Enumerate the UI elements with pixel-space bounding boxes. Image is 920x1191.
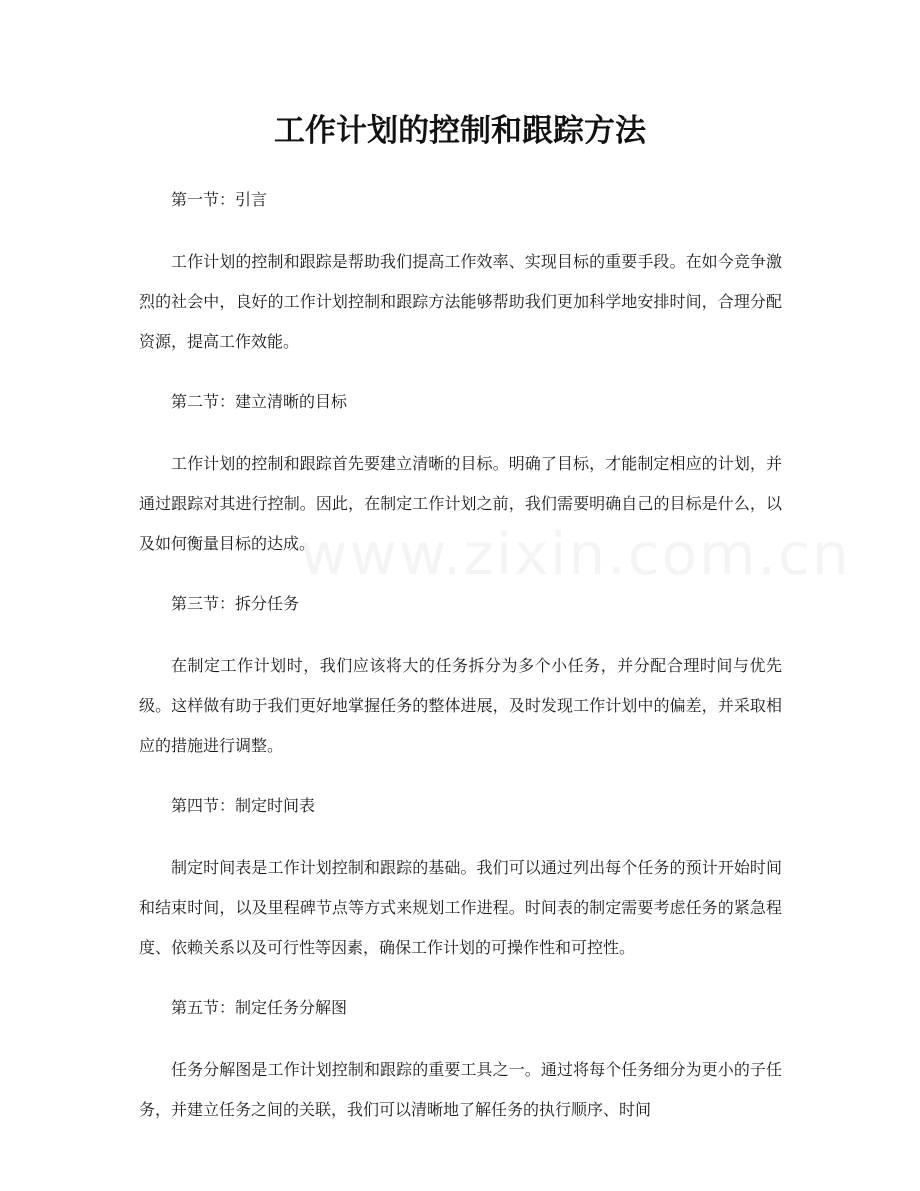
section-heading-4: 第四节：制定时间表 — [171, 796, 316, 815]
section-paragraph-3: 在制定工作计划时，我们应该将大的任务拆分为多个小任务，并分配合理时间与优先级。这样做有助于我们更好地掌握任务的整体进展，及时发现工作计划中的偏差，并采取相应的措施进行调整。 — [139, 656, 782, 755]
section-heading-1: 第一节：引言 — [171, 190, 268, 209]
section-heading-5: 第五节：制定任务分解图 — [171, 998, 348, 1017]
document-title: 工作计划的控制和跟踪方法 — [274, 113, 646, 149]
document-body — [139, 182, 782, 1152]
section-paragraph-4: 制定时间表是工作计划控制和跟踪的基础。我们可以通过列出每个任务的预计开始时间和结束时间，以及里程碑节点等方式来规划工作进程。时间表的制定需要考虑任务的紧急程度、依赖关系以及可行性等因素，确保工作计划的可操作性和可控性。 — [139, 858, 782, 957]
section-heading-2: 第二节：建立清晰的目标 — [171, 392, 348, 411]
section-paragraph-2: 工作计划的控制和跟踪首先要建立清晰的目标。明确了目标，才能制定相应的计划，并通过跟踪对其进行控制。因此，在制定工作计划之前，我们需要明确自己的目标是什么，以及如何衡量目标的达成。 — [139, 454, 782, 553]
section-heading-3: 第三节：拆分任务 — [171, 594, 300, 613]
section-paragraph-1: 工作计划的控制和跟踪是帮助我们提高工作效率、实现目标的重要手段。在如今竞争激烈的社会中，良好的工作计划控制和跟踪方法能够帮助我们更加科学地安排时间，合理分配资源，提高工作效能。 — [139, 252, 782, 351]
section-paragraph-5: 任务分解图是工作计划控制和跟踪的重要工具之一。通过将每个任务细分为更小的子任务，并建立任务之间的关联，我们可以清晰地了解任务的执行顺序、时间 — [139, 1060, 782, 1119]
